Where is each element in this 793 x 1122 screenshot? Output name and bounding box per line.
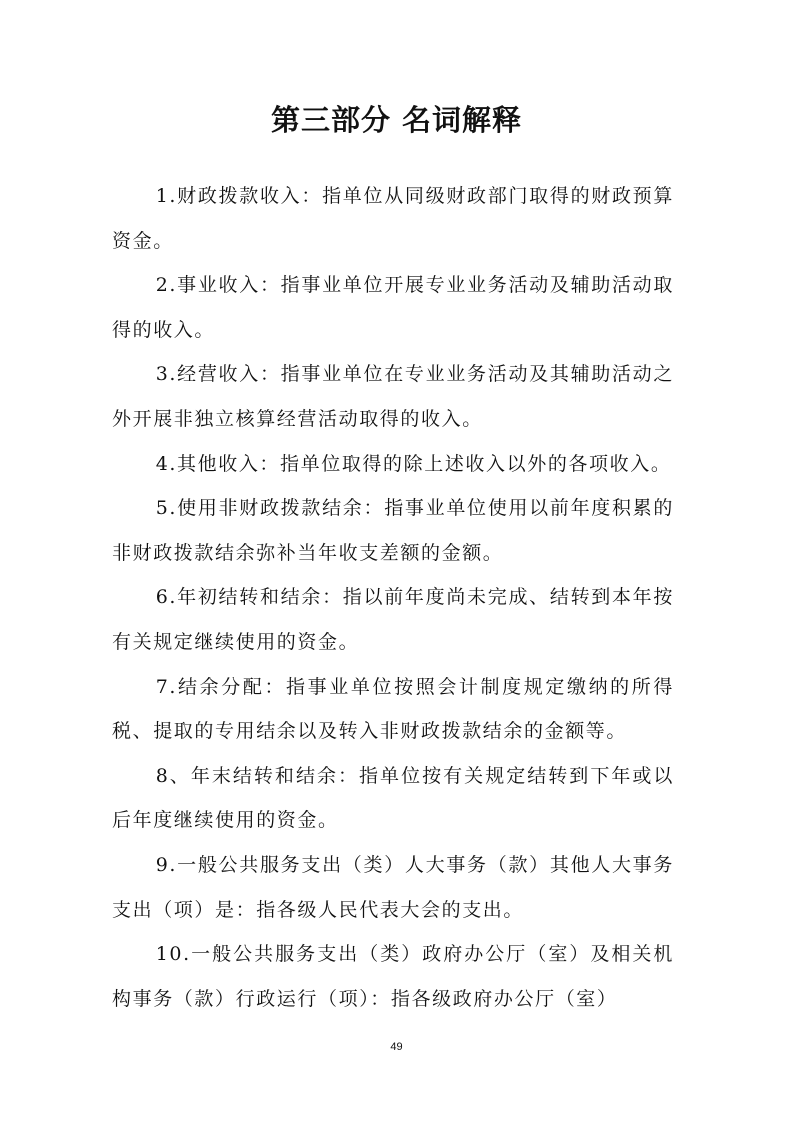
glossary-entry-3: 3.经营收入：指事业单位在专业业务活动及其辅助活动之外开展非独立核算经营活动取得的收入。 [112,363,674,430]
glossary-entry-8: 8、年末结转和结余：指单位按有关规定结转到下年或以后年度继续使用的资金。 [112,764,674,832]
glossary-body [112,174,674,1021]
page-title: 第三部分 名词解释 [270,103,523,137]
glossary-entry-2: 2.事业收入：指事业单位开展专业业务活动及辅助活动取得的收入。 [112,274,674,341]
glossary-entry-7: 7.结余分配：指事业单位按照会计制度规定缴纳的所得税、提取的专用结余以及转入非财政拨款结余的金额等。 [112,675,674,743]
glossary-entry-1: 1.财政拨款收入：指单位从同级财政部门取得的财政预算资金。 [112,185,674,252]
glossary-entry-10: 10.一般公共服务支出（类）政府办公厅（室）及相关机构事务（款）行政运行（项）：指各级政府办公厅（室） [112,943,674,1010]
glossary-entry-4: 4.其他收入：指单位取得的除上述收入以外的各项收入。 [155,452,672,475]
glossary-entry-9: 9.一般公共服务支出（类）人大事务（款）其他人大事务支出（项）是：指各级人民代表大会的支出。 [112,853,674,921]
glossary-entry-6: 6.年初结转和结余：指以前年度尚未完成、结转到本年按有关规定继续使用的资金。 [112,586,674,653]
glossary-entry-5: 5.使用非财政拨款结余：指事业单位使用以前年度积累的非财政拨款结余弥补当年收支差额的金额。 [112,497,674,564]
page-number: 49 [390,1041,403,1053]
